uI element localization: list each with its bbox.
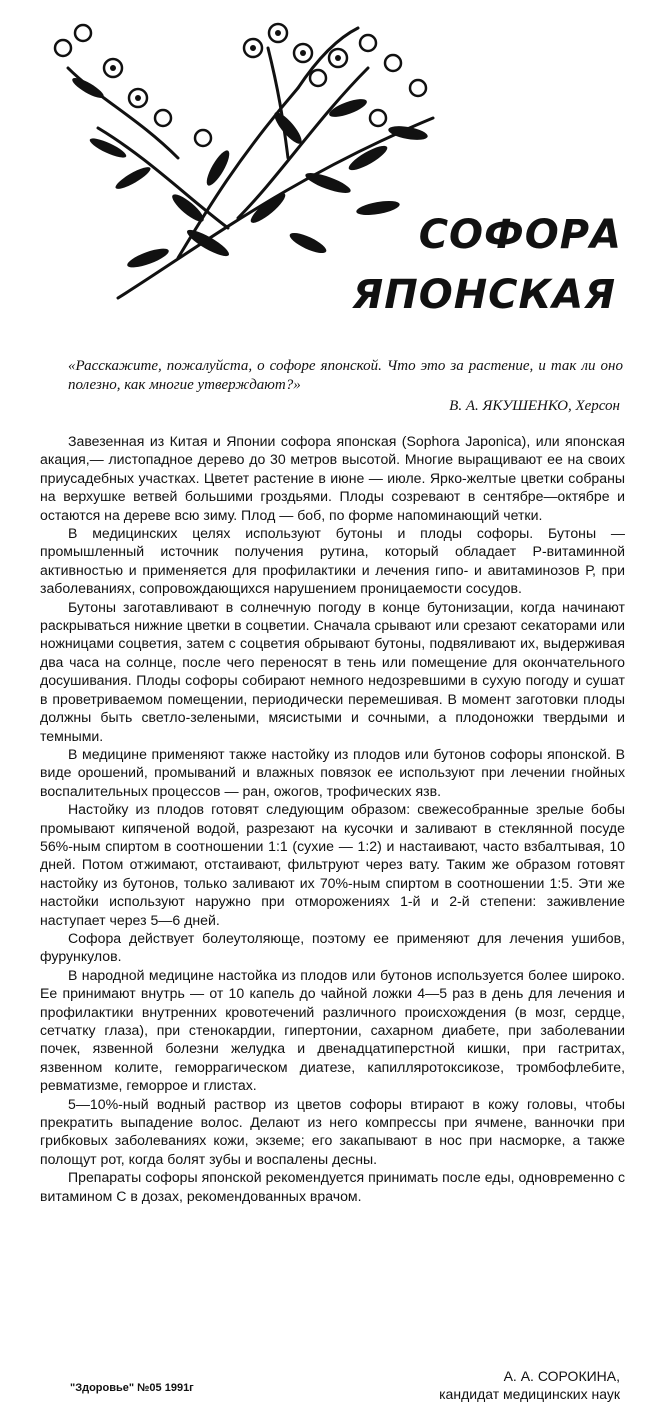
author-name: А. А. СОРОКИНА, xyxy=(503,1368,620,1384)
paragraph: В медицине применяют также настойку из плодов или бутонов софоры японской. В виде орошений, промываний и влажных повязок ее используют при лечении гнойных воспалительных процессов — ран, ожогов, трофических язв. xyxy=(40,745,625,799)
paragraph: 5—10%-ный водный раствор из цветов софоры втирают в кожу головы, чтобы прекратить выпадение волос. Делают из него компрессы при ячмене, ванночки при грибковых заболеваниях кожи, экземе; его закапывают в нос при насморке, а также полощут рот, когда болят зубы и воспалены десны. xyxy=(40,1095,625,1167)
title-line-1: СОФОРА xyxy=(418,212,622,258)
publication-source: "Здоровье" №05 1991г xyxy=(70,1382,194,1394)
sophora-branch-illustration xyxy=(38,8,438,308)
author-title: кандидат медицинских наук xyxy=(439,1386,620,1402)
paragraph: Софора действует болеутоляюще, поэтому ее применяют для лечения ушибов, фурункулов. xyxy=(40,929,625,965)
paragraph: В народной медицине настойка из плодов или бутонов используется более широко. Ее принимают внутрь — от 10 капель до чайной ложки 4—5 раз в день для лечения и профилактики внутренних кровотечений различного происхождения (в мозг, сердце, сетчатку глаза), при стенокардии, гипертонии, сахарном диабете, при заболевании почек, язвенной болезни желудка и двенадцатиперстной кишки, при гастритах, язвенном колите, геморрагическом диатезе, капилляротоксикозе, тромбофлебите, ревматизме, геморрое и глистах. xyxy=(40,966,625,1094)
title-line-2: ЯПОНСКАЯ xyxy=(352,272,616,318)
author-signature xyxy=(439,1367,620,1403)
question-author: В. А. ЯКУШЕНКО, Херсон xyxy=(449,398,620,414)
article-body xyxy=(40,432,625,1205)
reader-question: «Расскажите, пожалуйста, о софоре японской. Что это за растение, и так ли оно полезно, как многие утверждают?» xyxy=(68,358,623,393)
paragraph: Бутоны заготавливают в солнечную погоду в конце бутонизации, когда начинают раскрываться нижние цветки в соцветии. Сначала срывают или срезают секаторами или ножницами соцветия, затем с соцветия обрывают бутоны, подвяливают их, выдерживая два часа на солнце, после чего переносят в тень или помещение для окончательного досушивания. Плоды софоры собирают немного недозревшими в сухую погоду и сушат в проветриваемом помещении, периодически перемешивая. В момент заготовки плоды должны быть светло-зелеными, мясистыми и сочными, а плодоножки твердыми и темными. xyxy=(40,598,625,744)
paragraph: Завезенная из Китая и Японии софора японская (Sophora Japonica), или японская акация,— листопадное дерево до 30 метров высотой. Многие выращивают ее на своих приусадебных участках. Цветет растение в июне — июле. Ярко-желтые цветки собраны на верхушке ветвей большими гроздьями. Плоды созревают в сентябре—октябре и остаются на дереве всю зиму. Плод — боб, по форме напоминающий четки. xyxy=(40,433,625,523)
paragraph: Настойку из плодов готовят следующим образом: свежесобранные зрелые бобы промывают кипяченой водой, разрезают на кусочки и заливают в стеклянной посуде 56%-ным спиртом в соотношении 1:1 (сухие — 1:2) и настаивают, часто взбалтывая, 10 дней. Потом отжимают, отстаивают, фильтруют через вату. Таким же образом готовят настойку из бутонов, только заливают их 70%-ным спиртом в соотношении 1:5. Эти же настойки используют наружно при отморожениях 1-й и 2-й степени: заживление наступает через 5—6 дней. xyxy=(40,801,625,928)
paragraph: Препараты софоры японской рекомендуется принимать после еды, одновременно с витамином С в дозах, рекомендованных врачом. xyxy=(40,1169,625,1204)
paragraph: В медицинских целях используют бутоны и плоды софоры. Бутоны — промышленный источник получения рутина, который обладает Р-витаминной активностью и применяется для профилактики и лечения гипо- и авитаминозов Р, при заболеваниях, сопровождающихся нарушением проницаемости сосудов. xyxy=(40,525,625,597)
